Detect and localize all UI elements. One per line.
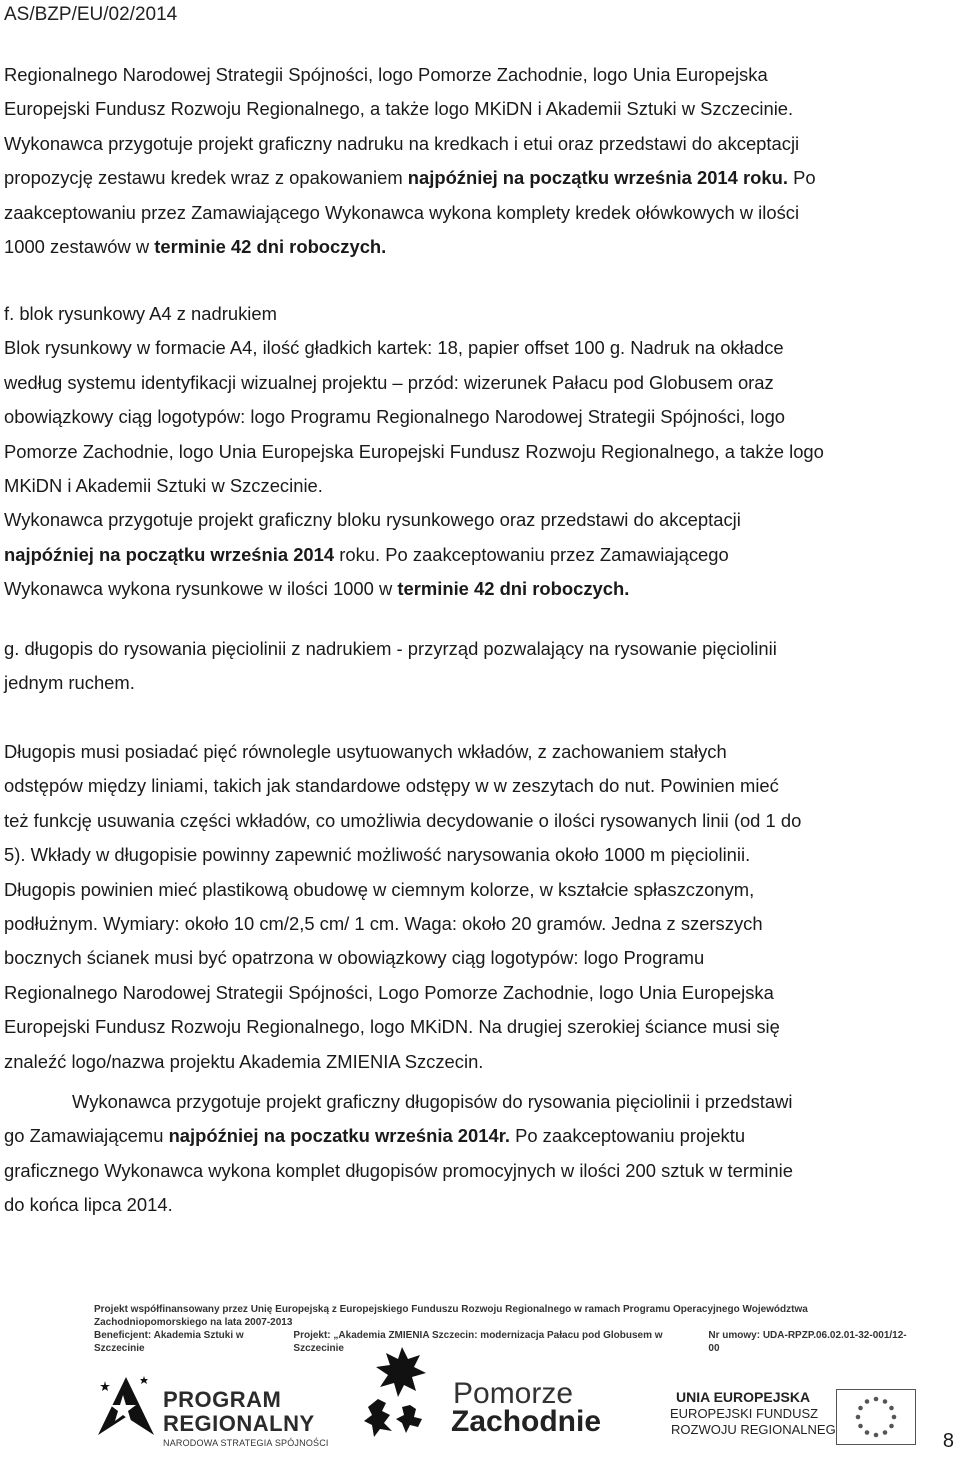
footer-contract-number: Nr umowy: UDA-RPZP.06.02.01-32-001/12-00: [708, 1330, 907, 1354]
paragraph-blok-rysunkowy: [4, 297, 956, 607]
text-line: odstępów między liniami, takich jak standardowe odstępy w w zeszytach do nut. Powinien mieć: [4, 775, 779, 797]
text-line: 5). Wkłady w długopisie powinny zapewnić możliwość narysowania około 1000 m pięciolinii.: [4, 844, 751, 866]
pomorze-logo-line1: Pomorze: [453, 1377, 574, 1410]
text-span: Wykonawca przygotuje projekt graficzny długopisów do rysowania pięciolinii i przedstawi: [72, 1091, 793, 1112]
text-line: znaleźć logo/nazwa projektu Akademia ZMIENIA Szczecin.: [4, 1050, 484, 1072]
pomorze-zachodnie-icon: [358, 1345, 446, 1441]
text-span: Po zaakceptowaniu projektu: [509, 1125, 746, 1147]
unia-europejska-logo: [670, 1375, 920, 1445]
bold-deadline: najpóźniej na początku września 2014 roku.: [407, 167, 788, 189]
text-line: Europejski Fundusz Rozwoju Regionalnego, logo MKiDN. Na drugiej szerokiej ściance musi się: [4, 1016, 780, 1038]
paragraph-kredki: [4, 58, 956, 264]
footer-project: Projekt: „Akademia ZMIENIA Szczecin: modernizacja Pałacu pod Globusem w Szczecinie: [293, 1330, 663, 1354]
text-line: Europejski Fundusz Rozwoju Regionalnego, a także logo MKiDN i Akademii Sztuki w Szczecinie.: [4, 98, 794, 120]
footer-line: Projekt współfinansowany przez Unię Europejską z Europejskiego Funduszu Rozwoju Regionalnego w ramach Programu Operacyjnego Województwa Zachodniopomorskiego na lata 2007-2013: [94, 1304, 808, 1328]
eu-flag-icon: [836, 1389, 916, 1445]
section-heading: g. długopis do rysowania pięciolinii z nadrukiem - przyrząd pozwalający na rysowanie pięciolinii: [4, 638, 777, 659]
program-logo-line2: REGIONALNY: [163, 1411, 315, 1436]
text-span: go Zamawiającemu: [4, 1125, 169, 1147]
paragraph-dlugopis-heading: [4, 632, 956, 701]
text-span: roku. Po zaakceptowaniu przez Zamawiającego: [334, 543, 729, 565]
text-line: graficznego Wykonawca wykona komplet długopisów promocyjnych w ilości 200 sztuk w terminie: [4, 1159, 793, 1181]
text-line: [4, 538, 956, 572]
pomorze-logo-line2: Zachodnie: [451, 1405, 602, 1438]
text-line: Długopis musi posiadać pięć równolegle usytuowanych wkładów, z zachowaniem stałych: [4, 741, 727, 762]
bold-deadline: najpóźniej na początku września 2014: [4, 543, 335, 565]
text-line: Pomorze Zachodnie, logo Unia Europejska Europejski Fundusz Rozwoju Regionalnego, a także logo: [4, 440, 824, 462]
text-line: Regionalnego Narodowej Strategii Spójności, logo Pomorze Zachodnie, logo Unia Europejska: [4, 64, 768, 85]
text-line: według systemu identyfikacji wizualnej projektu – przód: wizerunek Pałacu pod Globusem oraz: [4, 371, 774, 393]
ue-logo-line2: EUROPEJSKI FUNDUSZ: [670, 1406, 819, 1421]
text-span: Po: [787, 167, 816, 189]
text-line: Długopis powinien mieć plastikową obudowę w ciemnym kolorze, w kształcie spłaszczonym,: [4, 878, 755, 900]
section-heading: f. blok rysunkowy A4 z nadrukiem: [4, 303, 277, 324]
text-line: też funkcję usuwania części wkładów, co umożliwia decydowanie o ilości rysowanych linii (od 1 do: [4, 809, 802, 831]
paragraph-dlugopis-termin: [4, 1085, 956, 1223]
text-line: Wykonawca przygotuje projekt graficzny nadruku na kredkach i etui oraz przedstawi do akceptacji: [4, 132, 800, 154]
document-reference: AS/BZP/EU/02/2014: [4, 4, 178, 25]
text-line: [4, 1085, 956, 1119]
text-line: [4, 161, 956, 195]
text-span: propozycję zestawu kredek wraz z opakowaniem: [4, 167, 408, 189]
page-number: 8: [942, 1430, 954, 1452]
text-line: do końca lipca 2014.: [4, 1194, 173, 1216]
paragraph-dlugopis-opis: [4, 735, 956, 1079]
footer-beneficiary: Beneficjent: Akademia Sztuki w Szczecinie: [94, 1330, 244, 1354]
text-line: Wykonawca przygotuje projekt graficzny bloku rysunkowego oraz przedstawi do akceptacji: [4, 509, 741, 531]
program-logo-line3: NARODOWA STRATEGIA SPÓJNOŚCI: [163, 1438, 329, 1448]
text-line: MKiDN i Akademii Sztuki w Szczecinie.: [4, 475, 323, 497]
logo-strip: [90, 1345, 920, 1448]
text-line: [4, 572, 956, 606]
ue-logo-line1: UNIA EUROPEJSKA: [676, 1389, 811, 1405]
text-line: zaakceptowaniu przez Zamawiającego Wykonawca wykona komplety kredek ołówkowych w ilości: [4, 201, 800, 223]
text-line: [4, 230, 956, 264]
text-line: Blok rysunkowy w formacie A4, ilość gładkich kartek: 18, papier offset 100 g. Nadruk na okładce: [4, 337, 784, 359]
text-line: podłużnym. Wymiary: około 10 cm/2,5 cm/ 1 cm. Waga: około 20 gramów. Jedna z szerszych: [4, 913, 763, 935]
program-logo-line1: PROGRAM: [163, 1387, 282, 1412]
text-span: Wykonawca wykona rysunkowe w ilości 1000 w: [4, 578, 398, 600]
program-regionalny-logo: [90, 1355, 330, 1448]
text-span: 1000 zestawów w: [4, 236, 155, 258]
pomorze-zachodnie-logo: [358, 1345, 602, 1445]
bold-deadline: terminie 42 dni roboczych.: [397, 578, 630, 600]
text-line: bocznych ścianek musi być opatrzona w obowiązkowy ciąg logotypów: logo Programu: [4, 947, 705, 969]
bold-deadline: najpóźniej na poczatku września 2014r.: [168, 1125, 510, 1147]
ue-logo-line3: ROZWOJU REGIONALNEGO: [671, 1422, 846, 1437]
text-line: Regionalnego Narodowej Strategii Spójności, Logo Pomorze Zachodnie, logo Unia Europejska: [4, 981, 774, 1003]
text-line: obowiązkowy ciąg logotypów: logo Programu Regionalnego Narodowej Strategii Spójności, logo: [4, 406, 786, 428]
text-line: jednym ruchem.: [4, 672, 135, 694]
program-regionalny-icon: [90, 1365, 162, 1443]
text-line: [4, 1119, 956, 1153]
bold-deadline: terminie 42 dni roboczych.: [154, 236, 387, 258]
